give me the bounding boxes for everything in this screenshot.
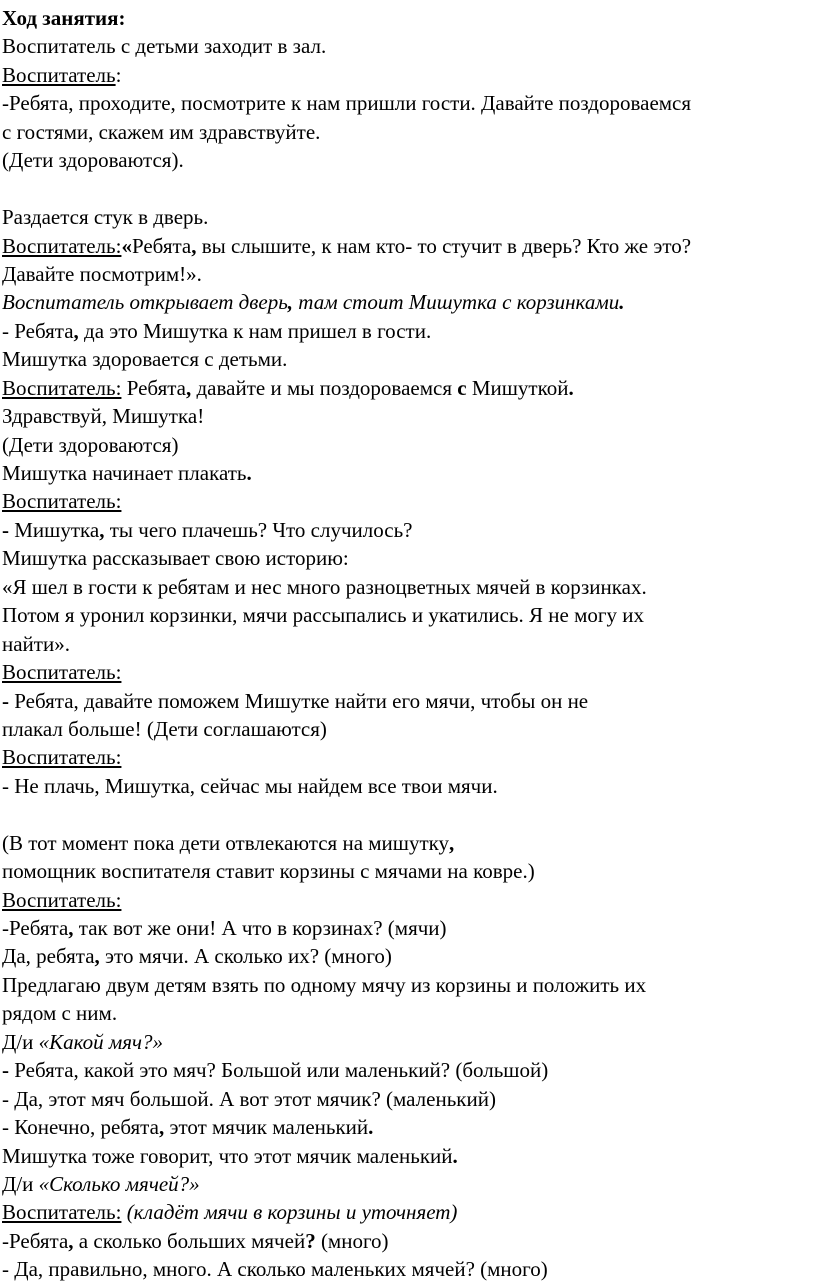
text-line [2, 1255, 816, 1283]
text-line [2, 1170, 816, 1198]
text-run: Мишутка начинает плакать [2, 461, 247, 485]
text-line [2, 1056, 816, 1084]
text-line [2, 886, 816, 914]
text-run: Ребята, какой это мяч? Большой или маленький? (большой) [9, 1058, 549, 1083]
speaker-label: Воспитатель [2, 62, 116, 87]
text-run: -Ребята [2, 916, 69, 940]
text-run: Здравствуй, Мишутка! [2, 404, 205, 429]
text-run: « [121, 233, 132, 258]
text-run: вы слышите, к нам кто- то стучит в дверь? Кто же это? [196, 233, 692, 258]
text-run: -Ребята, проходите, посмотрите к нам пришли гости. Давайте поздороваемся [2, 91, 692, 116]
text-line [2, 971, 816, 999]
text-line [2, 914, 816, 942]
text-run: - Конечно, ребята [2, 1115, 159, 1140]
text-run: Воспитатель открывает дверь [2, 290, 288, 315]
speaker-label: Воспитатель: [2, 233, 122, 258]
speaker-label: Воспитатель: [2, 660, 122, 685]
text-line [2, 573, 816, 601]
text-run: Мишутка рассказывает свою историю: [2, 546, 349, 571]
text-line [2, 857, 816, 885]
text-line [2, 459, 816, 487]
text-run: давайте и мы поздороваемся [191, 375, 458, 400]
text-line [2, 431, 816, 459]
speaker-label: Воспитатель: [2, 1200, 122, 1225]
text-run: , [94, 944, 100, 969]
text-run: (В тот момент пока дети отвлекаются на мишутку [2, 830, 450, 855]
blank-line [2, 175, 816, 203]
text-run: . [246, 461, 252, 485]
text-line [2, 1028, 816, 1056]
text-line [2, 4, 816, 32]
text-run: Ребята, давайте поможем Мишутке найти его мячи, чтобы он не [9, 688, 589, 713]
text-line [2, 601, 816, 629]
text-line [2, 146, 816, 174]
text-run: Д/и [2, 1171, 39, 1196]
text-run: этот мячик маленький [164, 1115, 369, 1140]
text-line [2, 1198, 816, 1226]
text-run: Да, ребята [2, 944, 95, 969]
text-line [2, 743, 816, 771]
text-line [2, 1142, 816, 1170]
text-run: (Дети здороваются) [2, 432, 179, 457]
text-line [2, 630, 816, 658]
text-run: да это Мишутка к нам пришел в гости. [78, 318, 432, 343]
text-line [2, 942, 816, 970]
speaker-label: Воспитатель: [2, 745, 122, 770]
text-run: Мишуткой [466, 375, 569, 400]
text-run: , [99, 517, 105, 542]
text-run: «Я шел в гости к ребятам и нес много разноцветных мячей в корзинках. [2, 574, 647, 599]
text-run: там стоит Мишутка с корзинками [293, 290, 620, 315]
speaker-label: Воспитатель: [2, 887, 122, 912]
text-line [2, 658, 816, 686]
text-run: «Какой мяч?» [38, 1029, 164, 1054]
text-run: Ребята [131, 233, 192, 258]
text-line [2, 203, 816, 231]
document-body [2, 4, 816, 1284]
text-run: , [287, 290, 294, 315]
text-run: - Да, этот мяч большой. А вот этот мячик? (маленький) [2, 1086, 496, 1111]
text-run: Д/и [2, 1029, 39, 1054]
text-run: Предлагаю двум детям взять по одному мячу из корзины и положить их [2, 972, 647, 997]
speaker-label: Воспитатель: [2, 489, 122, 514]
text-line [2, 999, 816, 1027]
text-run: а сколько больших мячей [73, 1228, 306, 1253]
text-line [2, 260, 816, 288]
text-run: (кладёт мячи в корзины и уточняет) [126, 1200, 458, 1225]
text-run: - [2, 517, 9, 542]
text-run: - [2, 1058, 9, 1083]
text-line [2, 402, 816, 430]
text-run: , [186, 375, 192, 400]
text-run: плакал больше! (Дети соглашаются) [2, 716, 327, 741]
text-run: -Ребята [2, 1228, 69, 1253]
text-line [2, 61, 816, 89]
text-line [2, 687, 816, 715]
text-run: . [368, 1115, 374, 1140]
text-run: Мишутка здоровается с детьми. [2, 347, 288, 372]
text-line [2, 544, 816, 572]
text-run: - [2, 688, 9, 713]
text-run: , [191, 233, 197, 258]
text-run: , [158, 1115, 165, 1140]
text-run: ? [305, 1228, 316, 1253]
text-line [2, 1227, 816, 1255]
text-run: , [68, 1228, 74, 1253]
text-run: Воспитатель с детьми заходит в зал. [2, 34, 327, 59]
text-run: Раздается стук в дверь. [2, 205, 209, 230]
text-line [2, 317, 816, 345]
text-run: с [457, 375, 467, 400]
text-run: . [568, 375, 574, 400]
text-line [2, 118, 816, 146]
text-line [2, 516, 816, 544]
text-line [2, 715, 816, 743]
text-run: Мишутка [9, 517, 100, 542]
text-run: (Дети здороваются). [2, 148, 184, 173]
text-run: «Сколько мячей?» [38, 1171, 200, 1196]
text-line [2, 1085, 816, 1113]
text-line [2, 772, 816, 800]
text-line [2, 487, 816, 515]
text-line [2, 345, 816, 373]
text-run: Ребята [121, 375, 186, 400]
text-run: - Да, правильно, много. А сколько маленьких мячей? (много) [2, 1257, 548, 1282]
text-run: , [449, 830, 455, 855]
text-line [2, 829, 816, 857]
text-run: найти». [2, 631, 70, 656]
text-run: Ход занятия: [2, 6, 126, 30]
text-run: . [619, 290, 625, 315]
text-line [2, 374, 816, 402]
text-run: Потом я уронил корзинки, мячи рассыпались и укатились. Я не могу их [2, 603, 644, 628]
blank-line [2, 800, 816, 828]
text-run: , [73, 318, 79, 343]
text-run: рядом с ним. [2, 1001, 118, 1026]
text-run: так вот же они! А что в корзинах? (мячи) [73, 916, 447, 940]
text-line [2, 89, 816, 117]
speaker-label: Воспитатель: [2, 375, 122, 400]
text-line [2, 32, 816, 60]
text-line [2, 288, 816, 316]
text-run: это мячи. А сколько их? (много) [99, 944, 392, 969]
text-run: : [115, 62, 122, 87]
text-line [2, 1113, 816, 1141]
text-run: , [68, 916, 74, 940]
text-run: - Не плачь, Мишутка, сейчас мы найдем все твои мячи. [2, 773, 498, 798]
text-run: (много) [315, 1228, 389, 1253]
text-run: - Ребята [2, 318, 74, 343]
text-run: . [452, 1143, 458, 1168]
text-line [2, 232, 816, 260]
text-run: помощник воспитателя ставит корзины с мячами на ковре.) [2, 859, 535, 884]
text-run: ты чего плачешь? Что случилось? [104, 517, 413, 542]
text-run: Давайте посмотрим!». [2, 261, 202, 286]
text-run: с гостями, скажем им здравствуйте. [2, 119, 321, 144]
text-run: Мишутка тоже говорит, что этот мячик маленький [2, 1143, 453, 1168]
